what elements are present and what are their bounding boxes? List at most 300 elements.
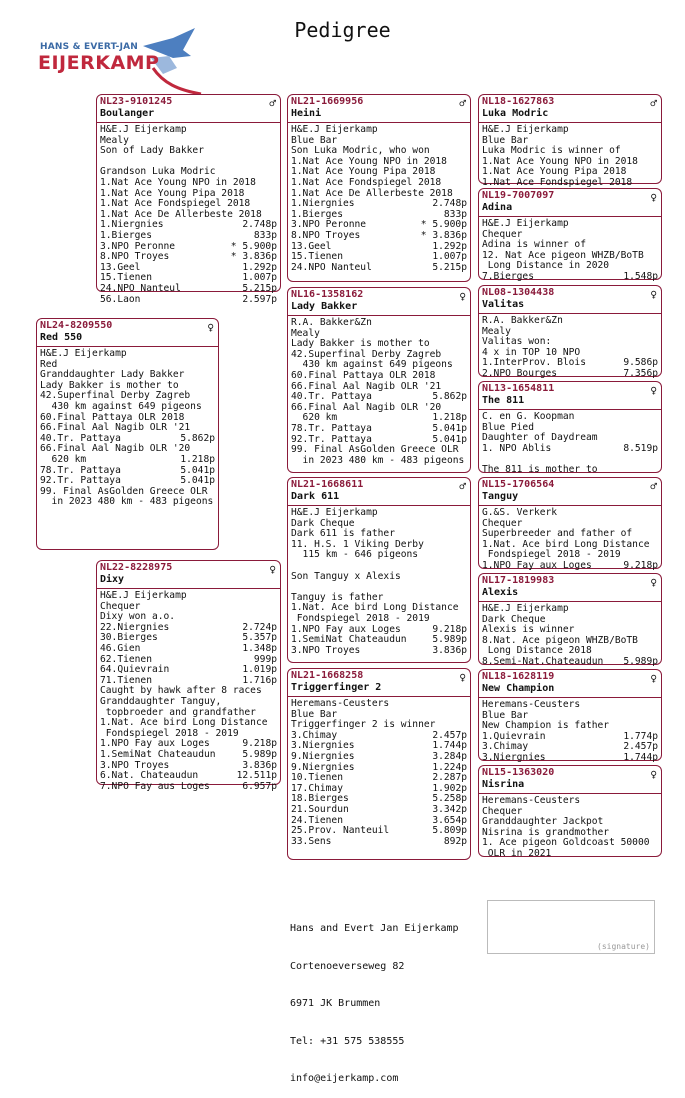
pigeon-name: Dixy (100, 574, 125, 585)
result-points: 833p (443, 208, 467, 220)
info-line: Fondspiegel 2018 - 2019 (100, 727, 239, 739)
info-line: Long Distance 2018 (482, 645, 592, 657)
result-points: 1.224p (432, 761, 467, 773)
info-line: Caught by hawk after 8 races (100, 685, 262, 697)
info-line: H&E.J Eijerkamp (100, 590, 187, 601)
info-line: 1.Nat Ace Fondspiegel 2018 (482, 176, 633, 188)
info-line (291, 561, 467, 572)
info-line: Son Luka Modric, who won (291, 145, 430, 157)
pigeon-name: Heini (291, 108, 322, 119)
result-race: 24.NPO Nanteul (100, 282, 181, 294)
pigeon-name: Nisrina (482, 779, 525, 790)
pigeon-name: Adina (482, 202, 513, 213)
info-line: 1.Nat Ace Young Pipa 2018 (100, 187, 245, 199)
ring-number: NL16-1358162 (291, 289, 364, 300)
info-line: H&E.J Eijerkamp (482, 603, 569, 614)
pigeon-name: Lady Bakker (291, 301, 358, 312)
info-line: H&E.J Eijerkamp (482, 218, 569, 229)
card-header (288, 288, 470, 316)
result-points: 833p (253, 229, 277, 241)
info-line: 1.Nat Ace Fondspiegel 2018 (291, 176, 442, 188)
card-header (479, 478, 661, 506)
ring-number: NL21-1668611 (291, 479, 364, 490)
result-row (100, 782, 277, 793)
pedigree-card-valitas (478, 285, 662, 377)
info-line: 60.Final Pattaya OLR 2018 (40, 411, 185, 423)
info-line: 99. Final AsGolden Greece OLR (40, 485, 208, 497)
result-race: 13.Geel (100, 261, 141, 273)
result-row (291, 231, 467, 242)
info-line: C. en G. Koopman (482, 411, 575, 422)
info-line: Dark Cheque (291, 517, 355, 529)
pigeon-name: Alexis (482, 587, 519, 598)
info-line: Blue Bar (291, 708, 338, 720)
info-line: OLR in 2021 (482, 847, 552, 859)
info-line: Triggerfinger 2 is winner (291, 719, 436, 731)
result-points: 5.041p (180, 475, 215, 487)
pigeon-name: Triggerfinger 2 (291, 682, 382, 693)
card-header (479, 382, 661, 410)
result-race: 40.Tr. Pattaya (40, 432, 121, 444)
pedigree-card-triggerfinger-2 (287, 668, 471, 860)
result-row (291, 752, 467, 763)
female-symbol-icon: ♀ (459, 671, 466, 684)
info-line: H&E.J Eijerkamp (291, 124, 378, 135)
result-row (100, 644, 277, 655)
ring-number: NL08-1304438 (482, 287, 555, 298)
result-points: 3.836p (242, 759, 277, 771)
result-race: 620 km (291, 412, 338, 424)
info-line: Son of Lady Bakker (100, 145, 204, 157)
info-line: 1.Nat. Ace bird Long Distance (291, 602, 459, 614)
pedigree-card-the-811 (478, 381, 662, 473)
result-row (482, 369, 658, 380)
result-race: 15.Tienen (291, 251, 343, 263)
result-race: 2.NPO Bourges (482, 367, 558, 379)
info-line: 1.Nat Ace Young Pipa 2018 (482, 166, 627, 178)
info-line: 430 km against 649 pigeons (40, 400, 202, 412)
info-line: Grandson Luka Modric (100, 166, 216, 178)
result-points: 1.019p (242, 664, 277, 676)
result-race: 15.Tienen (100, 272, 152, 284)
pigeon-name: Dark 611 (291, 491, 340, 502)
info-line: 1.Nat Ace Young NPO in 2018 (100, 176, 256, 188)
result-race: 1.InterProv. Blois (482, 357, 586, 369)
pigeon-name: Valitas (482, 299, 525, 310)
result-race: 3.Niergnies (291, 740, 355, 752)
result-points: 5.989p (623, 655, 658, 667)
result-points: 5.041p (180, 464, 215, 476)
result-points: 5.215p (242, 282, 277, 294)
pedigree-card-tanguy (478, 477, 662, 569)
info-line: 99. Final AsGolden Greece OLR (291, 444, 459, 456)
info-line: Superbreeder and father of (482, 528, 633, 540)
result-points: 1.007p (432, 251, 467, 263)
result-race: 66.Final Aal Nagib OLR '20 (291, 401, 442, 413)
result-points: 1.218p (180, 453, 215, 465)
result-points: 2.748p (432, 198, 467, 210)
result-row (291, 263, 467, 274)
info-line: Blue Bar (482, 134, 529, 146)
result-race: 22.Niergnies (100, 621, 170, 633)
card-header (479, 670, 661, 698)
pedigree-card-alexis (478, 573, 662, 665)
info-line: Mealy (482, 325, 511, 337)
signature-box (487, 900, 655, 954)
result-race: 1.NPO Fay aux Loges (482, 559, 592, 571)
card-header (479, 286, 661, 314)
result-row (100, 750, 277, 761)
ring-number: NL23-9101245 (100, 96, 173, 107)
result-points: 3.342p (432, 803, 467, 815)
result-points: 1.218p (432, 412, 467, 424)
result-points: 5.862p (432, 391, 467, 403)
info-line: 4 x in TOP 10 NPO (482, 346, 581, 358)
info-line: 66.Final Aal Nagib OLR '21 (291, 380, 442, 392)
ring-number: NL24-8209550 (40, 320, 113, 331)
result-row (291, 646, 467, 657)
ring-number: NL18-1628119 (482, 671, 555, 682)
result-race: 78.Tr. Pattaya (291, 422, 372, 434)
result-race: 1.Niergnies (100, 219, 164, 231)
info-line: 42.Superfinal Derby Zagreb (291, 348, 442, 360)
info-line: G.&S. Verkerk (482, 507, 558, 518)
page-title: Pedigree (294, 18, 391, 42)
card-body (479, 314, 661, 382)
result-race: 3.NPO Troyes (291, 644, 361, 656)
card-header (479, 95, 661, 123)
result-points: 1.716p (242, 674, 277, 686)
card-body (288, 123, 470, 275)
info-line: Chequer (100, 600, 141, 612)
info-line: 8.Nat. Ace pigeon WHZB/BoTB (482, 634, 638, 646)
result-race: 92.Tr. Pattaya (40, 475, 121, 487)
result-row (482, 444, 658, 455)
result-points: 2.597p (242, 293, 277, 305)
result-race: 3.Chimay (291, 729, 338, 741)
card-body (479, 217, 661, 285)
result-points: 7.356p (623, 367, 658, 379)
result-points: 5.258p (432, 793, 467, 805)
result-points: 8.519p (623, 442, 658, 454)
info-line: topbroeder and grandfather (100, 706, 256, 718)
result-race: 46.Gien (100, 642, 141, 654)
female-symbol-icon: ♀ (650, 672, 657, 685)
ring-number: NL22-8228975 (100, 562, 173, 573)
info-line: 1.Nat Ace De Allerbeste 2018 (100, 208, 262, 220)
info-line: Lady Bakker is mother to (291, 338, 430, 350)
pigeon-name: Luka Modric (482, 108, 549, 119)
info-line: Adina is winner of (482, 239, 586, 251)
card-body (479, 698, 661, 766)
info-line: in 2023 480 km - 483 pigeons (291, 454, 465, 466)
result-race: 1.Bierges (291, 208, 343, 220)
card-body (479, 123, 661, 191)
info-line: 12. Nat Ace pigeon WHZB/BoTB (482, 249, 644, 261)
result-race: 1.Niergnies (291, 198, 355, 210)
card-header (288, 669, 470, 697)
card-body (97, 123, 280, 307)
result-points: 1.292p (242, 261, 277, 273)
result-row (482, 272, 658, 283)
card-body (479, 602, 661, 670)
info-line: 60.Final Pattaya OLR 2018 (291, 369, 436, 381)
result-points: 3.654p (432, 814, 467, 826)
pigeon-name: New Champion (482, 683, 555, 694)
info-line: 42.Superfinal Derby Zagreb (40, 390, 191, 402)
card-header (97, 561, 280, 589)
result-points: 12.511p (236, 770, 277, 782)
info-line: Dark Cheque (482, 613, 546, 625)
result-race: 25.Prov. Nanteuil (291, 825, 390, 837)
male-symbol-icon: ♂ (459, 97, 466, 110)
info-line: 1.Nat. Ace bird Long Distance (482, 538, 650, 550)
info-line: Chequer (482, 805, 523, 817)
result-points: 9.586p (623, 357, 658, 369)
card-header (288, 478, 470, 506)
footer-line: Hans and Evert Jan Eijerkamp (290, 923, 459, 934)
result-race: 24.NPO Nanteul (291, 261, 372, 273)
logo (38, 28, 208, 98)
result-race: 62.Tienen (100, 653, 152, 665)
pedigree-card-adina (478, 188, 662, 280)
result-race: 1.SemiNat Chateaudun (100, 748, 216, 760)
info-line: Lady Bakker is mother to (40, 379, 179, 391)
result-points: * 5.900p (420, 219, 467, 231)
female-symbol-icon: ♀ (650, 384, 657, 397)
footer-line: Cortenoeverseweg 82 (290, 960, 405, 972)
result-points: 9.218p (242, 738, 277, 750)
result-race: 78.Tr. Pattaya (40, 464, 121, 476)
contact-address (290, 898, 459, 1098)
result-points: 5.041p (432, 433, 467, 445)
result-race: 56.Laon (100, 293, 141, 305)
info-line: 430 km against 649 pigeons (291, 359, 453, 371)
pigeon-name: Boulanger (100, 108, 155, 119)
card-body (37, 347, 218, 510)
info-line: Luka Modric is winner of (482, 145, 621, 157)
result-row (482, 561, 658, 572)
result-race: 6.Nat. Chateaudun (100, 770, 199, 782)
ring-number: NL21-1668258 (291, 670, 364, 681)
info-line: Fondspiegel 2018 - 2019 (482, 549, 621, 561)
info-line: 1.Nat Ace Young NPO in 2018 (291, 155, 447, 167)
card-body (288, 506, 470, 658)
result-points: 5.357p (242, 632, 277, 644)
result-points: 9.218p (432, 623, 467, 635)
result-race: 13.Geel (291, 240, 332, 252)
pedigree-card-nisrina (478, 765, 662, 857)
info-line: Alexis is winner (482, 624, 575, 636)
pedigree-card-new-champion (478, 669, 662, 761)
female-symbol-icon: ♀ (269, 563, 276, 576)
info-line: Nisrina is grandmother (482, 826, 610, 838)
footer-line: 6971 JK Brummen (290, 998, 381, 1009)
ring-number: NL15-1706564 (482, 479, 555, 490)
card-header (479, 574, 661, 602)
pedigree-card-red-550 (36, 318, 219, 550)
card-body (288, 697, 470, 849)
card-header (288, 95, 470, 123)
result-race: 24.Tienen (291, 814, 343, 826)
info-line: R.A. Bakker&Zn (291, 317, 372, 328)
result-points: 5.041p (432, 422, 467, 434)
info-line: Blue Pied (482, 421, 534, 433)
info-line: H&E.J Eijerkamp (40, 348, 127, 359)
pedigree-card-lady-bakker (287, 287, 471, 473)
info-line: Dixy won a.o. (100, 611, 176, 623)
female-symbol-icon: ♀ (650, 768, 657, 781)
result-row (291, 424, 467, 435)
info-line: Mealy (100, 134, 129, 146)
info-line: The 811 is mother to (482, 463, 598, 475)
result-points: 1.348p (242, 642, 277, 654)
result-race: 1.NPO Fay aux Loges (291, 623, 401, 635)
result-points: * 5.900p (230, 240, 277, 252)
pigeon-name: The 811 (482, 395, 525, 406)
result-points: 1.292p (432, 240, 467, 252)
result-points: 2.457p (623, 741, 658, 753)
result-race: 7.Bierges (482, 270, 534, 282)
result-points: 3.284p (432, 750, 467, 762)
info-line: Heremans-Ceusters (291, 698, 390, 709)
result-points: 1.774p (623, 730, 658, 742)
result-race: 7.NPO Fay aus Loges (100, 780, 210, 792)
female-symbol-icon: ♀ (459, 290, 466, 303)
info-line: Heremans-Ceusters (482, 795, 581, 806)
result-race: 8.NPO Troyes (291, 229, 361, 241)
info-line: H&E.J Eijerkamp (291, 507, 378, 518)
result-points: * 3.836p (420, 229, 467, 241)
info-line: New Champion is father (482, 720, 610, 732)
pigeon-name: Red 550 (40, 332, 83, 343)
result-race: 9.Niergnies (291, 750, 355, 762)
ring-number: NL15-1363020 (482, 767, 555, 778)
info-line: in 2023 480 km - 483 pigeons (40, 496, 214, 508)
male-symbol-icon: ♂ (459, 480, 466, 493)
logo-line1: HANS & EVERT-JAN (40, 42, 139, 52)
info-line: 1. Ace pigeon Goldcoast 50000 (482, 837, 650, 849)
result-race: 71.Tienen (100, 674, 152, 686)
result-race: 1.Quievrain (482, 730, 546, 742)
info-line: R.A. Bakker&Zn (482, 315, 563, 326)
result-row (100, 295, 277, 306)
result-race: 3.Niergnies (482, 751, 546, 763)
result-row (291, 805, 467, 816)
info-line: Red (40, 358, 58, 370)
info-line: H&E.J Eijerkamp (100, 124, 187, 135)
result-row (482, 657, 658, 668)
result-race: 92.Tr. Pattaya (291, 433, 372, 445)
result-race: 3.Chimay (482, 741, 529, 753)
pedigree-card-dark-611 (287, 477, 471, 663)
result-race: 18.Bierges (291, 793, 349, 805)
card-body (479, 794, 661, 862)
result-race: 30.Bierges (100, 632, 158, 644)
result-race: 40.Tr. Pattaya (291, 391, 372, 403)
result-race: 10.Tienen (291, 772, 343, 784)
result-race: 3.NPO Troyes (100, 759, 170, 771)
result-points: 892p (443, 835, 467, 847)
info-line: 1.Nat Ace Young NPO in 2018 (482, 155, 638, 167)
info-line: Fondspiegel 2018 - 2019 (291, 612, 430, 624)
info-line: Heremans-Ceusters (482, 699, 581, 710)
result-points: 5.862p (180, 432, 215, 444)
info-line: Son Tanguy x Alexis (291, 570, 401, 582)
ring-number: NL13-1654811 (482, 383, 555, 394)
result-race: 21.Sourdun (291, 803, 349, 815)
male-symbol-icon: ♂ (650, 480, 657, 493)
info-line: 11. H.S. 1 Viking Derby (291, 538, 424, 550)
info-line: Tanguy is father (291, 591, 384, 603)
female-symbol-icon: ♀ (650, 191, 657, 204)
info-line: 1.Nat Ace De Allerbeste 2018 (291, 187, 453, 199)
card-body (479, 410, 661, 478)
info-line: 66.Final Aal Nagib OLR '21 (40, 422, 191, 434)
pedigree-card-boulanger (96, 94, 281, 305)
result-race: 17.Chimay (291, 782, 343, 794)
female-symbol-icon: ♀ (650, 288, 657, 301)
info-line: Granddaughter Tanguy, (100, 695, 222, 707)
result-points: 6.957p (242, 780, 277, 792)
info-line: Blue Bar (291, 134, 338, 146)
info-line: 115 km - 646 pigeons (291, 549, 419, 561)
info-line: Granddaughter Lady Bakker (40, 369, 185, 381)
result-points: 9.218p (623, 559, 658, 571)
card-header (479, 189, 661, 217)
result-race: 9.Niergnies (291, 761, 355, 773)
info-line: 1.Nat. Ace bird Long Distance (100, 717, 268, 729)
footer-line: Tel: +31 575 538555 (290, 1035, 405, 1047)
result-race: 1.NPO Fay aux Loges (100, 738, 210, 750)
info-line: Granddaughter Jackpot (482, 816, 604, 828)
result-race: 1. NPO Ablis (482, 442, 552, 454)
male-symbol-icon: ♂ (650, 97, 657, 110)
footer-email: info@eijerkamp.com (290, 1073, 399, 1084)
pigeon-name: Tanguy (482, 491, 519, 502)
pedigree-card-luka-modric (478, 94, 662, 188)
result-points: 1.744p (432, 740, 467, 752)
result-race: 8.Semi-Nat.Chateaudun (482, 655, 604, 667)
signature-label: (signature) (597, 942, 650, 951)
result-points: 999p (253, 653, 277, 665)
info-line: 1.Nat Ace Young Pipa 2018 (291, 166, 436, 178)
card-body (97, 589, 280, 794)
info-line: H&E.J Eijerkamp (482, 124, 569, 135)
ring-number: NL21-1669956 (291, 96, 364, 107)
ring-number: NL19-7007097 (482, 190, 555, 201)
result-points: 3.836p (432, 644, 467, 656)
pedigree-card-heini (287, 94, 471, 282)
result-row (100, 231, 277, 242)
result-points: 1.744p (623, 751, 658, 763)
card-body (479, 506, 661, 574)
card-header (37, 319, 218, 347)
result-points: 2.748p (242, 219, 277, 231)
info-line: Daughter of Daydream (482, 432, 598, 444)
result-points: 5.989p (432, 634, 467, 646)
ring-number: NL17-1819983 (482, 575, 555, 586)
result-race: 1.Bierges (100, 229, 152, 241)
info-line: Long Distance in 2020 (482, 260, 610, 272)
result-row (291, 837, 467, 848)
info-line: Dark 611 is father (291, 528, 395, 540)
info-line: Chequer (482, 228, 523, 240)
result-points: 2.457p (432, 729, 467, 741)
result-race: 1.SemiNat Chateaudun (291, 634, 407, 646)
result-points: * 3.836p (230, 251, 277, 263)
result-row (482, 753, 658, 764)
